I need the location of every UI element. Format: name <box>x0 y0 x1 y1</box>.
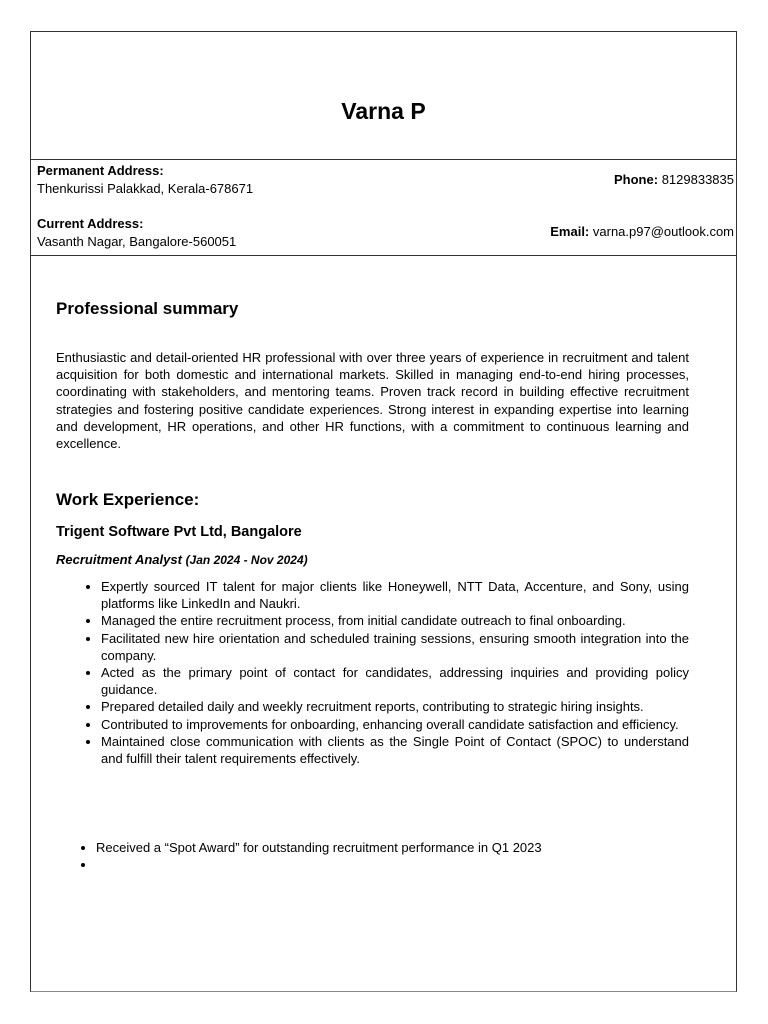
current-address-value: Vasanth Nagar, Bangalore-560051 <box>37 234 237 249</box>
experience-bullet: • Expertly sourced IT talent for major clients like Honeywell, NTT Data, Accenture, and Sony, using platforms like LinkedIn and Naukri. <box>101 578 689 612</box>
summary-text: Enthusiastic and detail-oriented HR professional with over three years of experience in recruitment and talent acquisition for both domestic and international markets. Skilled in managing end-to-end hiring processes, coordinating with stakeholders, and mentoring teams. Proven track record in building effective recruitment strategies and fostering positive candidate experiences. Strong interest in expanding expertise into learning and development, HR operations, and other HR functions, with a commitment to continuous learning and excellence. <box>56 350 689 452</box>
experience-bullet: • Prepared detailed daily and weekly recruitment reports, contributing to strategic hiring insights. <box>101 698 689 715</box>
resume-header <box>31 32 736 160</box>
job-title: Recruitment Analyst <box>56 552 182 567</box>
awards-list <box>56 839 676 873</box>
permanent-address-label: Permanent Address: <box>37 163 164 178</box>
experience-bullet: • Facilitated new hire orientation and scheduled training sessions, ensuring smooth integration into the company. <box>101 630 689 664</box>
summary-heading: Professional summary <box>56 299 239 318</box>
experience-bullet: • Maintained close communication with clients as the Single Point of Contact (SPOC) to understand and fulfill their talent requirements effectively. <box>101 733 689 767</box>
experience-bullet: • Managed the entire recruitment process, from initial candidate outreach to final onboarding. <box>101 612 689 629</box>
resume-page <box>30 31 737 992</box>
email-label: Email: <box>550 224 590 239</box>
candidate-name: Varna P <box>341 98 426 124</box>
phone-value: 8129833835 <box>661 172 734 187</box>
experience-bullets <box>56 578 689 767</box>
permanent-address-value: Thenkurissi Palakkad, Kerala-678671 <box>37 181 254 196</box>
email-value: varna.p97@outlook.com <box>592 224 734 239</box>
award-item: • Received a “Spot Award” for outstanding recruitment performance in Q1 2023 <box>96 839 676 856</box>
experience-bullet: • Contributed to improvements for onboarding, enhancing overall candidate satisfaction and efficiency. <box>101 716 689 733</box>
current-address-block <box>37 215 236 251</box>
contact-section <box>31 159 736 256</box>
award-item-empty <box>96 856 676 873</box>
job-role <box>56 552 308 567</box>
phone-line <box>614 172 734 187</box>
email-line <box>550 224 734 239</box>
company-name: Trigent Software Pvt Ltd, Bangalore <box>56 524 302 540</box>
experience-bullet: • Acted as the primary point of contact for candidates, addressing inquiries and providing policy guidance. <box>101 664 689 698</box>
work-experience-heading: Work Experience: <box>56 490 200 509</box>
job-dates: (Jan 2024 - Nov 2024) <box>185 553 308 567</box>
phone-label: Phone: <box>614 172 659 187</box>
current-address-label: Current Address: <box>37 216 144 231</box>
permanent-address-block <box>37 162 253 198</box>
